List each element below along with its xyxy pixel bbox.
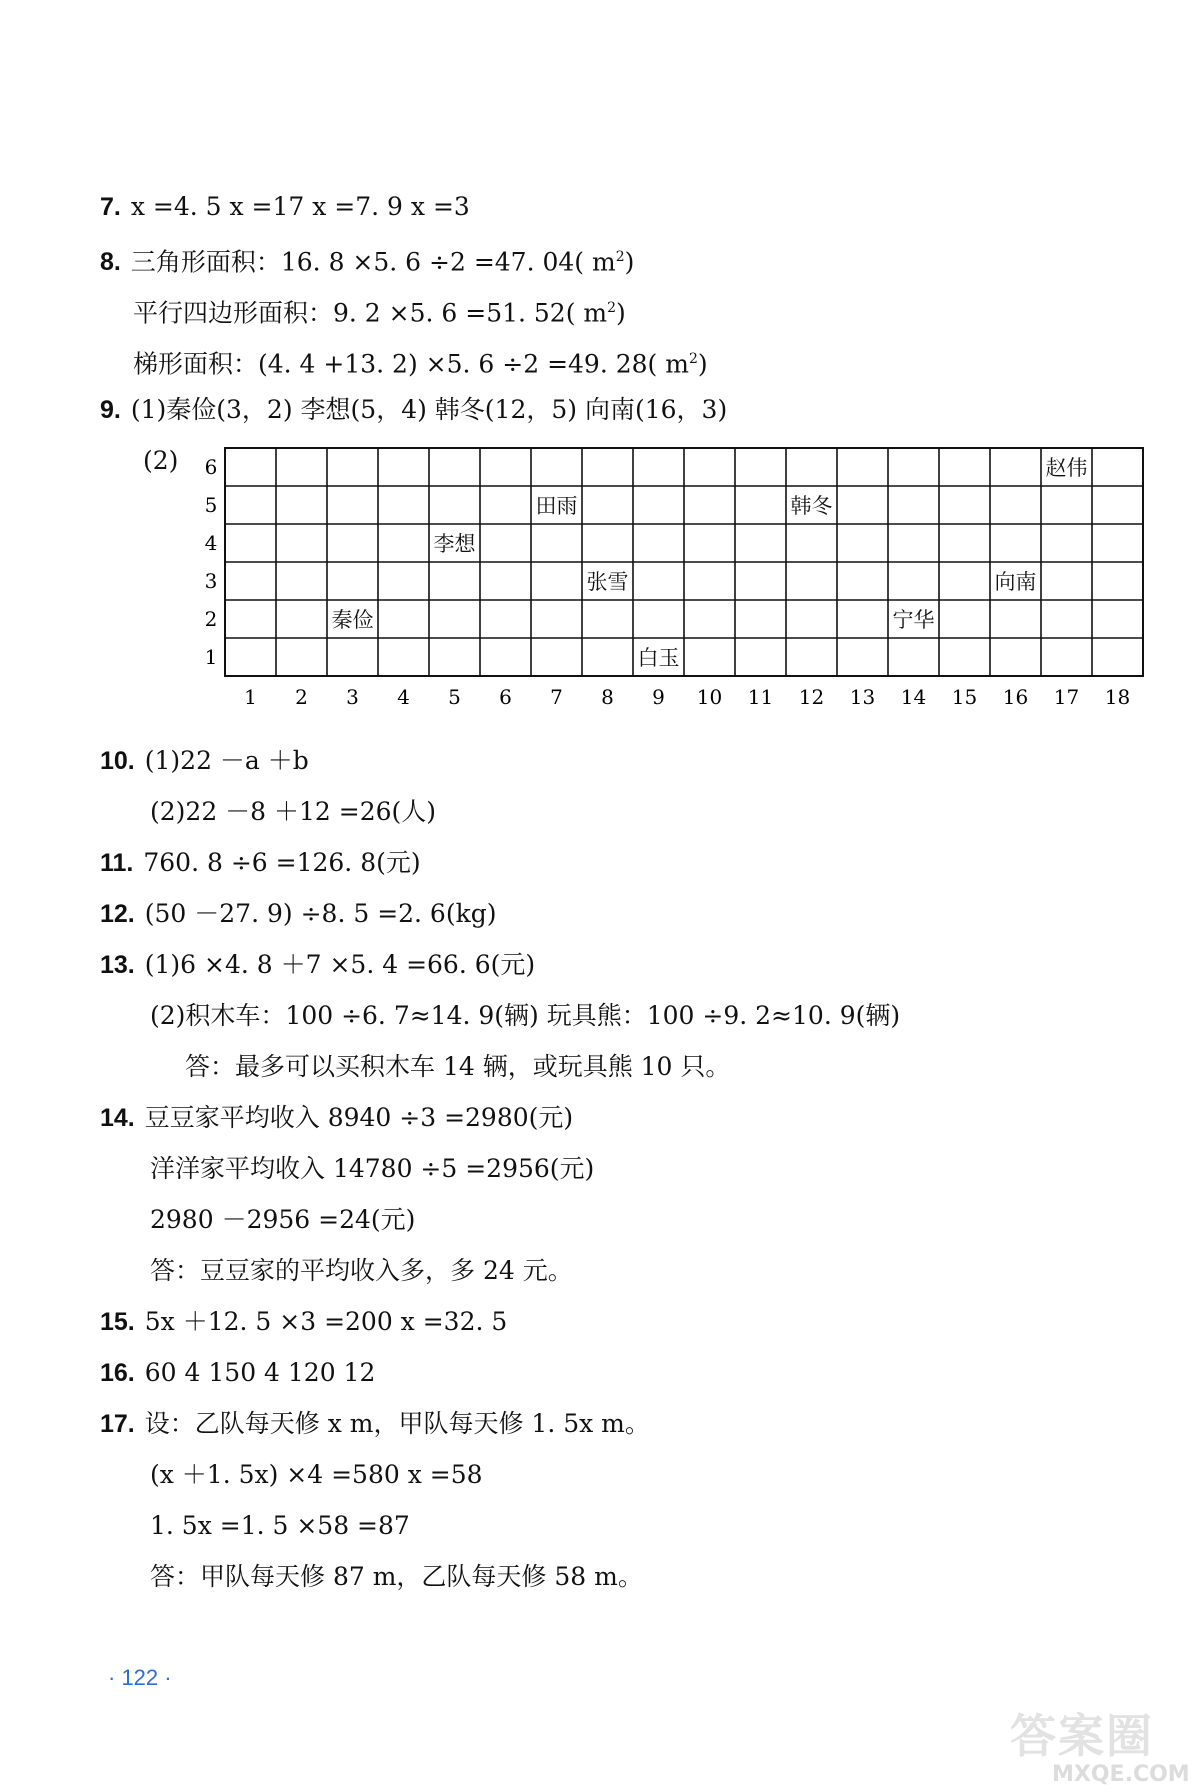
answer-text: 平行四边形面积：9. 2 ×5. 6 =51. 52( m [133, 298, 608, 328]
page-number: · 122 · [108, 1665, 172, 1690]
column-label: 18 [1104, 685, 1131, 709]
row-label: 4 [204, 531, 218, 555]
student-name: 韩冬 [790, 494, 833, 518]
column-label: 8 [601, 685, 614, 709]
answer-text: (1)6 ×4. 8 ＋7 ×5. 4 =66. 6(元) [144, 950, 536, 979]
answer-text: 答：甲队每天修 87 m，乙队每天修 58 m。 [150, 1562, 643, 1591]
answer-line [150, 1154, 594, 1184]
column-label: 14 [900, 685, 927, 709]
answer-text: 洋洋家平均收入 14780 ÷5 =2956(元) [150, 1154, 595, 1183]
column-label: 7 [550, 685, 563, 709]
watermark-logo: 答案圈 [1010, 1709, 1154, 1763]
question-number: 7. [100, 193, 121, 221]
answer-text: 2980 －2956 =24(元) [150, 1205, 416, 1234]
row-label: 1 [204, 645, 218, 669]
answer-text: (2)积木车：100 ÷6. 7≈14. 9(辆) 玩具熊：100 ÷9. 2≈10. 9(辆) [150, 1001, 901, 1030]
coordinate-grid [138, 440, 1158, 709]
answer-text: 豆豆家平均收入 8940 ÷3 =2980(元) [144, 1103, 574, 1132]
answer-text: 三角形面积：16. 8 ×5. 6 ÷2 =47. 04( m [130, 247, 616, 277]
answer-item [100, 746, 309, 776]
question-number: 14. [100, 1104, 135, 1132]
answer-text: (1)秦俭(3，2) 李想(5，4) 韩冬(12，5) 向南(16，3) [130, 395, 728, 424]
answer-line [150, 797, 436, 827]
column-label: 1 [244, 685, 257, 709]
answer-line [150, 1205, 415, 1235]
student-name: 李想 [433, 532, 476, 556]
column-label: 11 [747, 685, 774, 709]
column-label: 12 [798, 685, 825, 709]
superscript: 2 [688, 351, 698, 367]
answer-line [150, 1256, 573, 1286]
answer-item [100, 899, 497, 929]
answer-line [150, 1001, 900, 1031]
row-label: 3 [204, 569, 218, 593]
answer-text: 760. 8 ÷6 =126. 8(元) [143, 848, 421, 877]
answer-text: 1. 5x =1. 5 ×58 =87 [150, 1511, 410, 1540]
answer-line [133, 344, 708, 379]
column-label: 2 [295, 685, 308, 709]
column-label: 6 [499, 685, 512, 709]
question-number: 11. [100, 849, 134, 877]
row-label: 5 [204, 493, 218, 517]
answer-item [100, 1409, 650, 1439]
answer-text: 答：豆豆家的平均收入多，多 24 元。 [150, 1256, 573, 1285]
question-number: 10. [100, 747, 135, 775]
column-label: 13 [849, 685, 876, 709]
question-number: 15. [100, 1308, 135, 1336]
answer-item [100, 1358, 375, 1388]
answer-line [150, 1460, 483, 1490]
student-name: 张雪 [586, 570, 629, 594]
column-label: 15 [951, 685, 978, 709]
watermark-url: MXQE.COM [1052, 1762, 1190, 1787]
column-label: 17 [1053, 685, 1080, 709]
column-label: 16 [1002, 685, 1029, 709]
answer-item [100, 395, 727, 425]
answer-text: (x ＋1. 5x) ×4 =580 x =58 [150, 1460, 483, 1489]
student-name: 宁华 [892, 608, 935, 632]
row-label: 2 [204, 607, 218, 631]
answer-text: x =4. 5 x =17 x =7. 9 x =3 [130, 192, 470, 221]
column-label: 3 [346, 685, 359, 709]
student-name: 田雨 [535, 494, 578, 518]
student-name: 向南 [994, 570, 1037, 594]
answer-text: (2) [143, 446, 179, 475]
answer-item [100, 1103, 573, 1133]
answer-text: (50 －27. 9) ÷8. 5 =2. 6(kg) [144, 899, 497, 928]
answer-text: (2)22 －8 ＋12 =26(人) [150, 797, 437, 826]
row-label: 6 [204, 455, 218, 479]
answer-item [100, 242, 634, 277]
answer-text: 答：最多可以买积木车 14 辆，或玩具熊 10 只。 [185, 1052, 731, 1081]
column-label: 10 [696, 685, 723, 709]
question-number: 9. [100, 396, 121, 424]
column-label: 5 [448, 685, 461, 709]
question-number: 16. [100, 1359, 135, 1387]
question-number: 13. [100, 951, 135, 979]
answer-line [150, 1511, 410, 1541]
answer-line [133, 293, 626, 328]
student-name: 秦俭 [331, 608, 374, 632]
answer-item [100, 192, 470, 222]
answer-item [100, 1307, 507, 1337]
answer-tail: ) [697, 349, 708, 379]
answer-tail: ) [624, 247, 635, 277]
answer-text: 设：乙队每天修 x m，甲队每天修 1. 5x m。 [144, 1409, 650, 1438]
answer-line [150, 1562, 643, 1592]
answer-tail: ) [616, 298, 626, 328]
question-number: 12. [100, 900, 135, 928]
column-label: 4 [397, 685, 410, 709]
superscript: 2 [607, 300, 617, 316]
answer-text: 60 4 150 4 120 12 [144, 1358, 376, 1387]
student-name: 赵伟 [1045, 456, 1088, 480]
answer-text: (1)22 －a ＋b [144, 746, 309, 775]
student-name: 白玉 [637, 646, 680, 670]
question-number: 8. [100, 248, 121, 277]
answer-item [100, 950, 535, 980]
answer-line [185, 1052, 730, 1082]
column-label: 9 [652, 685, 665, 709]
answer-text: 5x ＋12. 5 ×3 =200 x =32. 5 [144, 1307, 508, 1336]
answer-text: 梯形面积：(4. 4 +13. 2) ×5. 6 ÷2 =49. 28( m [133, 349, 689, 379]
superscript: 2 [615, 249, 625, 265]
question-number: 17. [100, 1410, 135, 1438]
answer-item [100, 848, 421, 878]
